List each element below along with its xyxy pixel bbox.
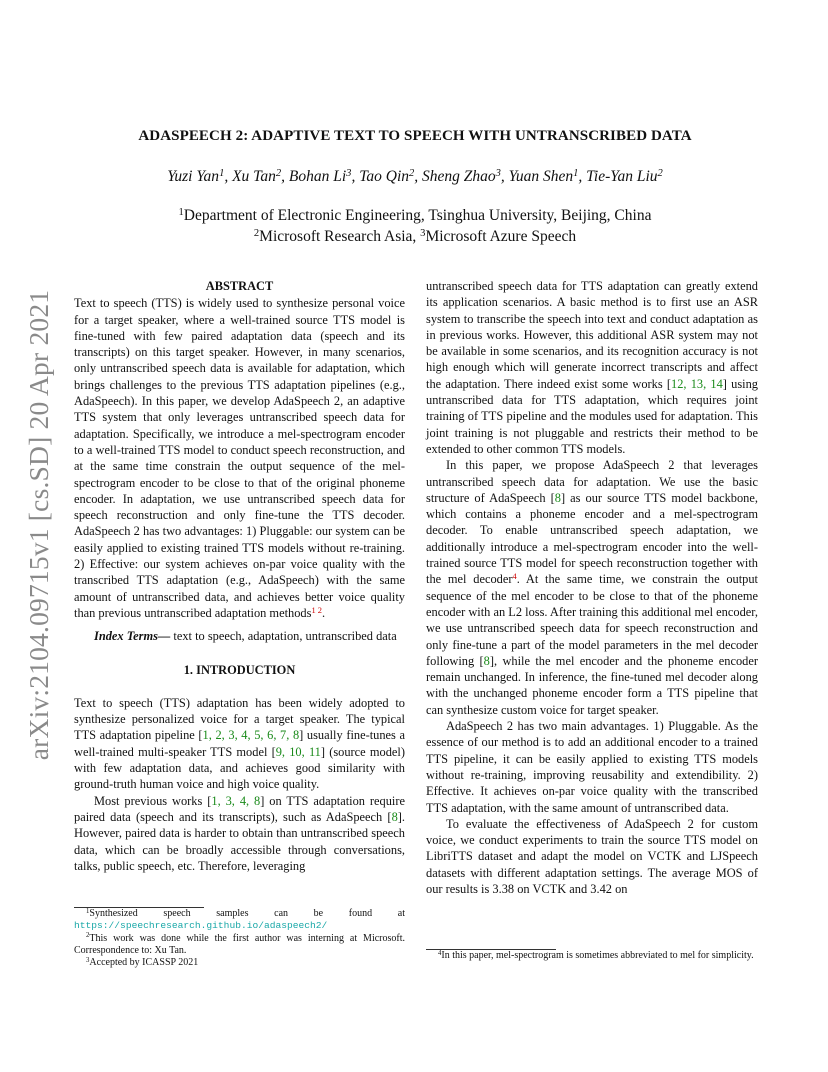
abstract-heading: ABSTRACT <box>205 279 274 293</box>
intro-paragraph-2: Most previous works [1, 3, 4, 8] on TTS adaptation require paired data (speech and its transcripts), such as AdaSpeech [8]. However, paired data is harder to obtain than untranscribed speech data, which can be broadly accessible through conversations, talks, public speech, etc. Therefore, leveraging <box>74 793 405 873</box>
footnote-1: $^1$Synthesized speech samples can be found at https://speechresearch.github.io/adaspeech2/ <box>74 907 405 932</box>
affiliation-line-2: $^2$Microsoft Research Asia, $^3$Microsoft Azure Speech <box>253 227 577 245</box>
intro-paragraph-1: Text to speech (TTS) adaptation has been widely adopted to synthesize personalized voice for a target speaker. The typical TTS adaptation pipeline [1, 2, 3, 4, 5, 6, 7, 8] usually fine-tunes a well-trained multi-speaker TTS model [9, 10, 11] (source model) with few adaptation data, and achieves good similarity with ground-truth human voice and high voice quality. <box>74 695 405 792</box>
paper-title: ADASPEECH 2: ADAPTIVE TEXT TO SPEECH WITH UNTRANSCRIBED DATA <box>138 128 692 144</box>
citation-link[interactable]: 1, 3, 4, 8 <box>211 793 261 808</box>
affiliation-line-1: $^1$Department of Electronic Engineering, Tsinghua University, Beijing, China <box>178 206 652 224</box>
author: Xu Tan <box>232 168 276 185</box>
citation-link[interactable]: 8 <box>391 809 398 824</box>
citation-link[interactable]: 8 <box>483 653 490 668</box>
author: Tie-Yan Liu <box>586 168 658 185</box>
footnotes-left <box>74 907 405 969</box>
body-paragraph: AdaSpeech 2 has two main advantages. 1) Pluggable. As the essence of our method is to add an additional encoder to a trained TTS pipeline, it can be easily applied to existing TTS models without re-training, improving reusability and extendibility. 2) Effective. It achieves on-par voice quality with the transcribed TTS adaptation, with the same amount of untranscribed data. <box>426 719 758 815</box>
body-paragraph: untranscribed speech data for TTS adaptation can greatly extend its application scenarios. A basic method is to first use an ASR system to transcribe the speech into text and conduct adaptation as in previous works. However, this additional ASR system may not be available in some scenarios, and its recognition accuracy is not high enough which will generate incorrect transcripts and affect the adaptation. There indeed exist some works [12, 13, 14] using untranscribed data for TTS adaptation, which requires joint training of TTS pipeline and the modules used for adaptation. This joint training is not pluggable and restricts their method to be extended to other common TTS models. <box>426 279 758 456</box>
abstract-text: Text to speech (TTS) is widely used to synthesize personal voice for a target speaker, where a well-trained source TTS model is fine-tuned with few paired adaptation data (speech and its transcripts) on this target speaker. However, in many scenarios, only untranscribed speech data is available for adaptation, which brings challenges to the previous TTS adaptation pipelines (e.g., AdaSpeech). In this paper, we develop AdaSpeech 2, an adaptive TTS system that only leverages untranscribed speech data for adaptation. Specifically, we introduce a mel-spectrogram encoder to a well-trained TTS model to conduct speech reconstruction, and at the same time constrain the output sequence of the mel-spectrogram encoder to be close to that of the original phoneme encoder. In adaptation, we use untranscribed speech data for speech reconstruction and only fine-tune the TTS decoder. AdaSpeech 2 has two advantages: 1) Pluggable: our system can be easily applied to existing trained TTS models without re-training. 2) Effective: our system achieves on-par voice quality with the transcribed TTS adaptation (e.g., AdaSpeech) with the same amount of untranscribed data, and achieves better voice quality than previous untranscribed adaptation methods$^{1 2}$. <box>74 296 405 620</box>
body-paragraph: To evaluate the effectiveness of AdaSpeech 2 for custom voice, we conduct experiments to train the source TTS model on LibriTTS dataset and adapt the model on VCTK and LJSpeech datasets with different adaptation settings. The average MOS of our results is 3.38 on VCTK and 3.42 on <box>426 816 758 896</box>
footnote-3: $^3$Accepted by ICASSP 2021 <box>86 956 199 969</box>
index-terms: Index Terms— text to speech, adaptation, untranscribed data <box>94 629 397 644</box>
right-column <box>426 278 758 897</box>
author: Yuan Shen <box>508 168 574 185</box>
footnote-ref[interactable]: 1 2 <box>311 604 322 615</box>
footnotes-right <box>426 949 758 962</box>
citation-link[interactable]: 1, 2, 3, 4, 5, 6, 7, 8 <box>202 728 300 743</box>
footnote-4: $^4$In this paper, mel-spectrogram is sometimes abbreviated to mel for simplicity. <box>438 949 754 961</box>
arxiv-stamp: arXiv:2104.09715v1 [cs.SD] 20 Apr 2021 <box>23 289 54 761</box>
author: Tao Qin <box>359 168 410 185</box>
samples-url-link[interactable]: https://speechresearch.github.io/adaspeech2/ <box>74 920 328 932</box>
section-heading-introduction: 1. INTRODUCTION <box>183 662 296 677</box>
citation-link[interactable]: 9, 10, 11 <box>275 744 321 759</box>
author: Yuzi Yan <box>167 168 220 185</box>
citation-link[interactable]: 8 <box>554 490 561 505</box>
author: Bohan Li <box>288 168 347 185</box>
citation-link[interactable]: 12, 13, 14 <box>671 376 723 391</box>
footnote-2: $^2$This work was done while the first author was interning at Microsoft. Correspondence to: Xu Tan. <box>74 932 405 956</box>
author-list: Yuzi Yan$^1$, Xu Tan$^2$, Bohan Li$^3$, Tao Qin$^2$, Sheng Zhao$^3$, Yuan Shen$^1$, Tie-Yan Liu$^2$ <box>167 167 663 185</box>
body-paragraph: In this paper, we propose AdaSpeech 2 that leverages untranscribed speech data for adaptation. We use the basic structure of AdaSpeech [8] as our source TTS model backbone, which contains a phoneme encoder and a mel-spectrogram decoder. To enable untranscribed speech adaptation, we additionally introduce a mel-spectrogram encoder into the well-trained source TTS model for speech reconstruction together with the mel decoder$^4$. At the same time, we constrain the output sequence of the mel encoder to be close to that of the phoneme encoder with an L2 loss. After training this additional mel encoder, we use untranscribed speech data for speech reconstruction and only fine-tune a part of the model parameters in the mel decoder following [8], while the mel encoder and the phoneme encoder remain unchanged. In inference, the fine-tuned mel decoder along with the unchanged phoneme encoder form a TTS pipeline that can synthesize custom voice for target speaker. <box>426 458 758 717</box>
left-column <box>74 278 405 874</box>
affiliations <box>60 205 770 247</box>
footnote-ref[interactable]: 4 <box>512 571 517 582</box>
author: Sheng Zhao <box>422 168 496 185</box>
